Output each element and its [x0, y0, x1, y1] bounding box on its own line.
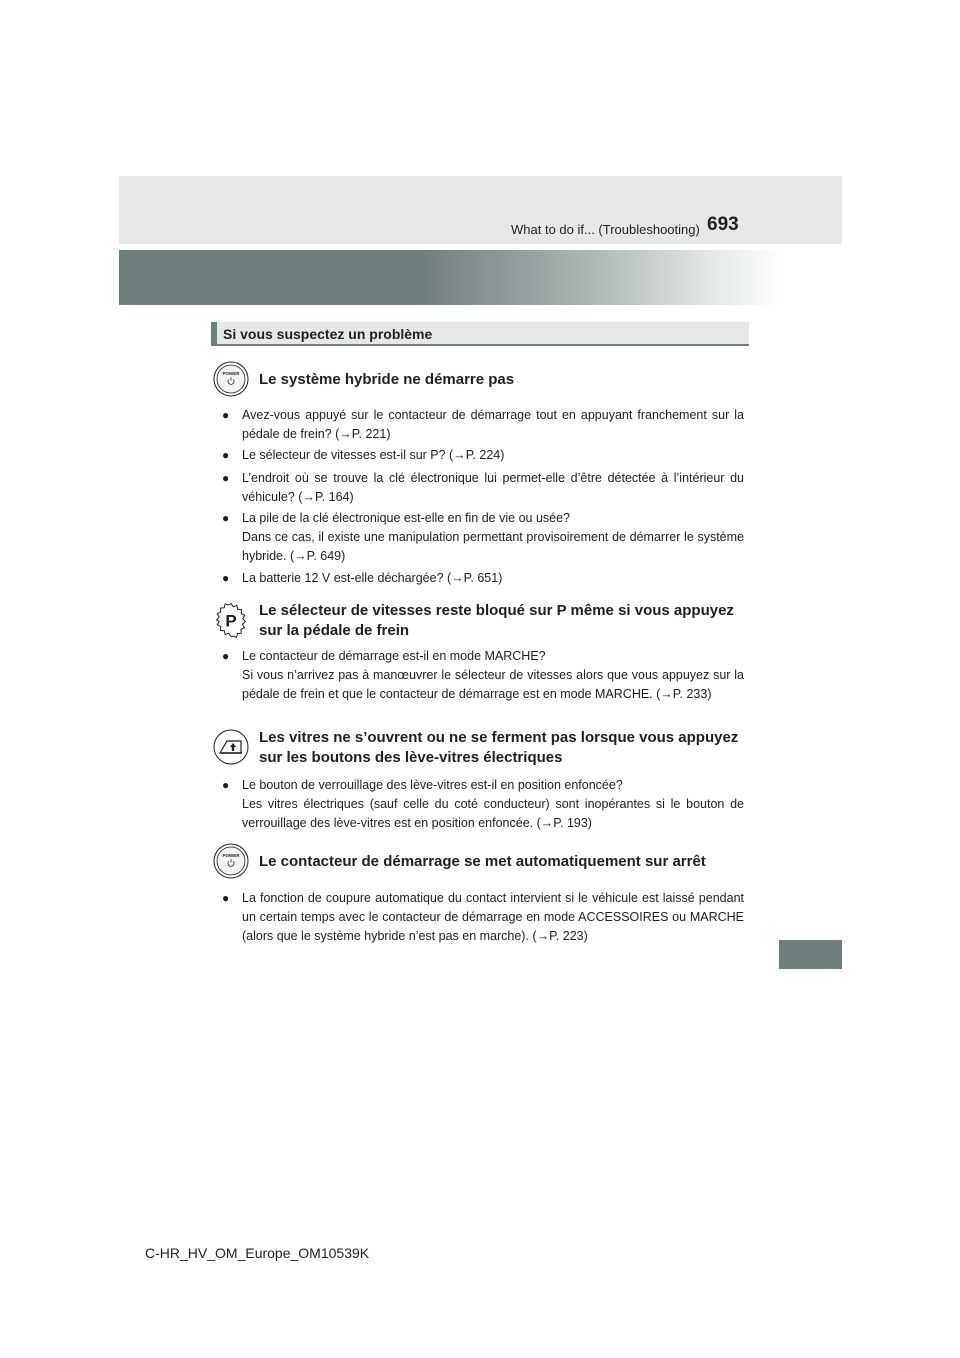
shift-p-gear-icon [213, 602, 249, 638]
problem-1-item-3: L’endroit où se trouve la clé électronique lui permet-elle d’être détectée à l’intérieur du véhicule? (→P. 164) [242, 471, 744, 504]
problem-1-title: Le système hybride ne démarre pas [259, 371, 515, 388]
section-heading-accent [211, 322, 217, 346]
page-number: 693 [707, 214, 739, 235]
document-code: C-HR_HV_OM_Europe_OM10539K [145, 1245, 370, 1261]
bullet-icon: ● [222, 511, 230, 525]
problem-1-item-1: Avez-vous appuyé sur le contacteur de démarrage tout en appuyant franchement sur la pédale de frein? (→P. 221) [242, 408, 744, 441]
problem-3-title-line-1: Les vitres ne s’ouvrent ou ne se ferment pas lorsque vous appuyez [259, 729, 739, 746]
bullet-icon: ● [222, 891, 230, 905]
chapter-side-tab [779, 940, 842, 969]
section-heading-label: Si vous suspectez un problème [223, 326, 433, 342]
problem-3-item-1: Le bouton de verrouillage des lève-vitres est-il en position enfoncée? Les vitres électriques (sauf celle du coté conducteur) sont inopérantes si le bouton de verrouillage des lève-vitres est en position enfoncée. (→P. 193) [242, 778, 744, 830]
problem-4-item-1: La fonction de coupure automatique du contact intervient si le véhicule est laissé pendant un certain temps avec le contacteur de démarrage en mode ACCESSOIRES ou MARCHE (alors que le système hybride n’est pas en marche). (→P. 223) [242, 891, 744, 943]
bullet-icon: ● [222, 649, 230, 663]
bullet-icon: ● [222, 778, 230, 792]
power-label: POWER [222, 371, 240, 376]
problem-1-item-5: La batterie 12 V est-elle déchargée? (→P. 651) [242, 571, 503, 585]
bullet-icon: ● [222, 408, 230, 422]
problem-1-item-4: La pile de la clé électronique est-elle en fin de vie ou usée? Dans ce cas, il existe une manipulation permettant provisoirement de démarrer le système hybride. (→P. 649) [242, 511, 744, 563]
power-button-icon [213, 361, 249, 397]
bullet-icon: ● [222, 571, 230, 585]
problem-2-title-line-1: Le sélecteur de vitesses reste bloqué sur P même si vous appuyez [259, 602, 734, 619]
header-title: What to do if... (Troubleshooting) [511, 222, 700, 237]
problem-4-title: Le contacteur de démarrage se met automatiquement sur arrêt [259, 853, 706, 870]
problem-1-item-2: Le sélecteur de vitesses est-il sur P? (→P. 224) [242, 448, 505, 462]
problem-2-title-line-2: sur la pédale de frein [259, 622, 410, 639]
problem-3-title-line-2: sur les boutons des lève-vitres électriques [259, 749, 563, 766]
power-window-icon [213, 729, 249, 765]
power-label: POWER [222, 853, 240, 858]
bullet-icon: ● [222, 471, 230, 485]
chapter-banner [119, 250, 784, 305]
problem-2-item-1: Le contacteur de démarrage est-il en mode MARCHE? Si vous n’arrivez pas à manœuvrer le sélecteur de vitesses alors que vous appuyez sur la pédale de frein et que le contacteur de démarrage est en mode MARCHE. (→P. 233) [242, 649, 744, 701]
section-heading [211, 322, 749, 346]
p-label: P [225, 611, 237, 631]
power-button-icon [213, 843, 249, 879]
bullet-icon: ● [222, 448, 230, 462]
